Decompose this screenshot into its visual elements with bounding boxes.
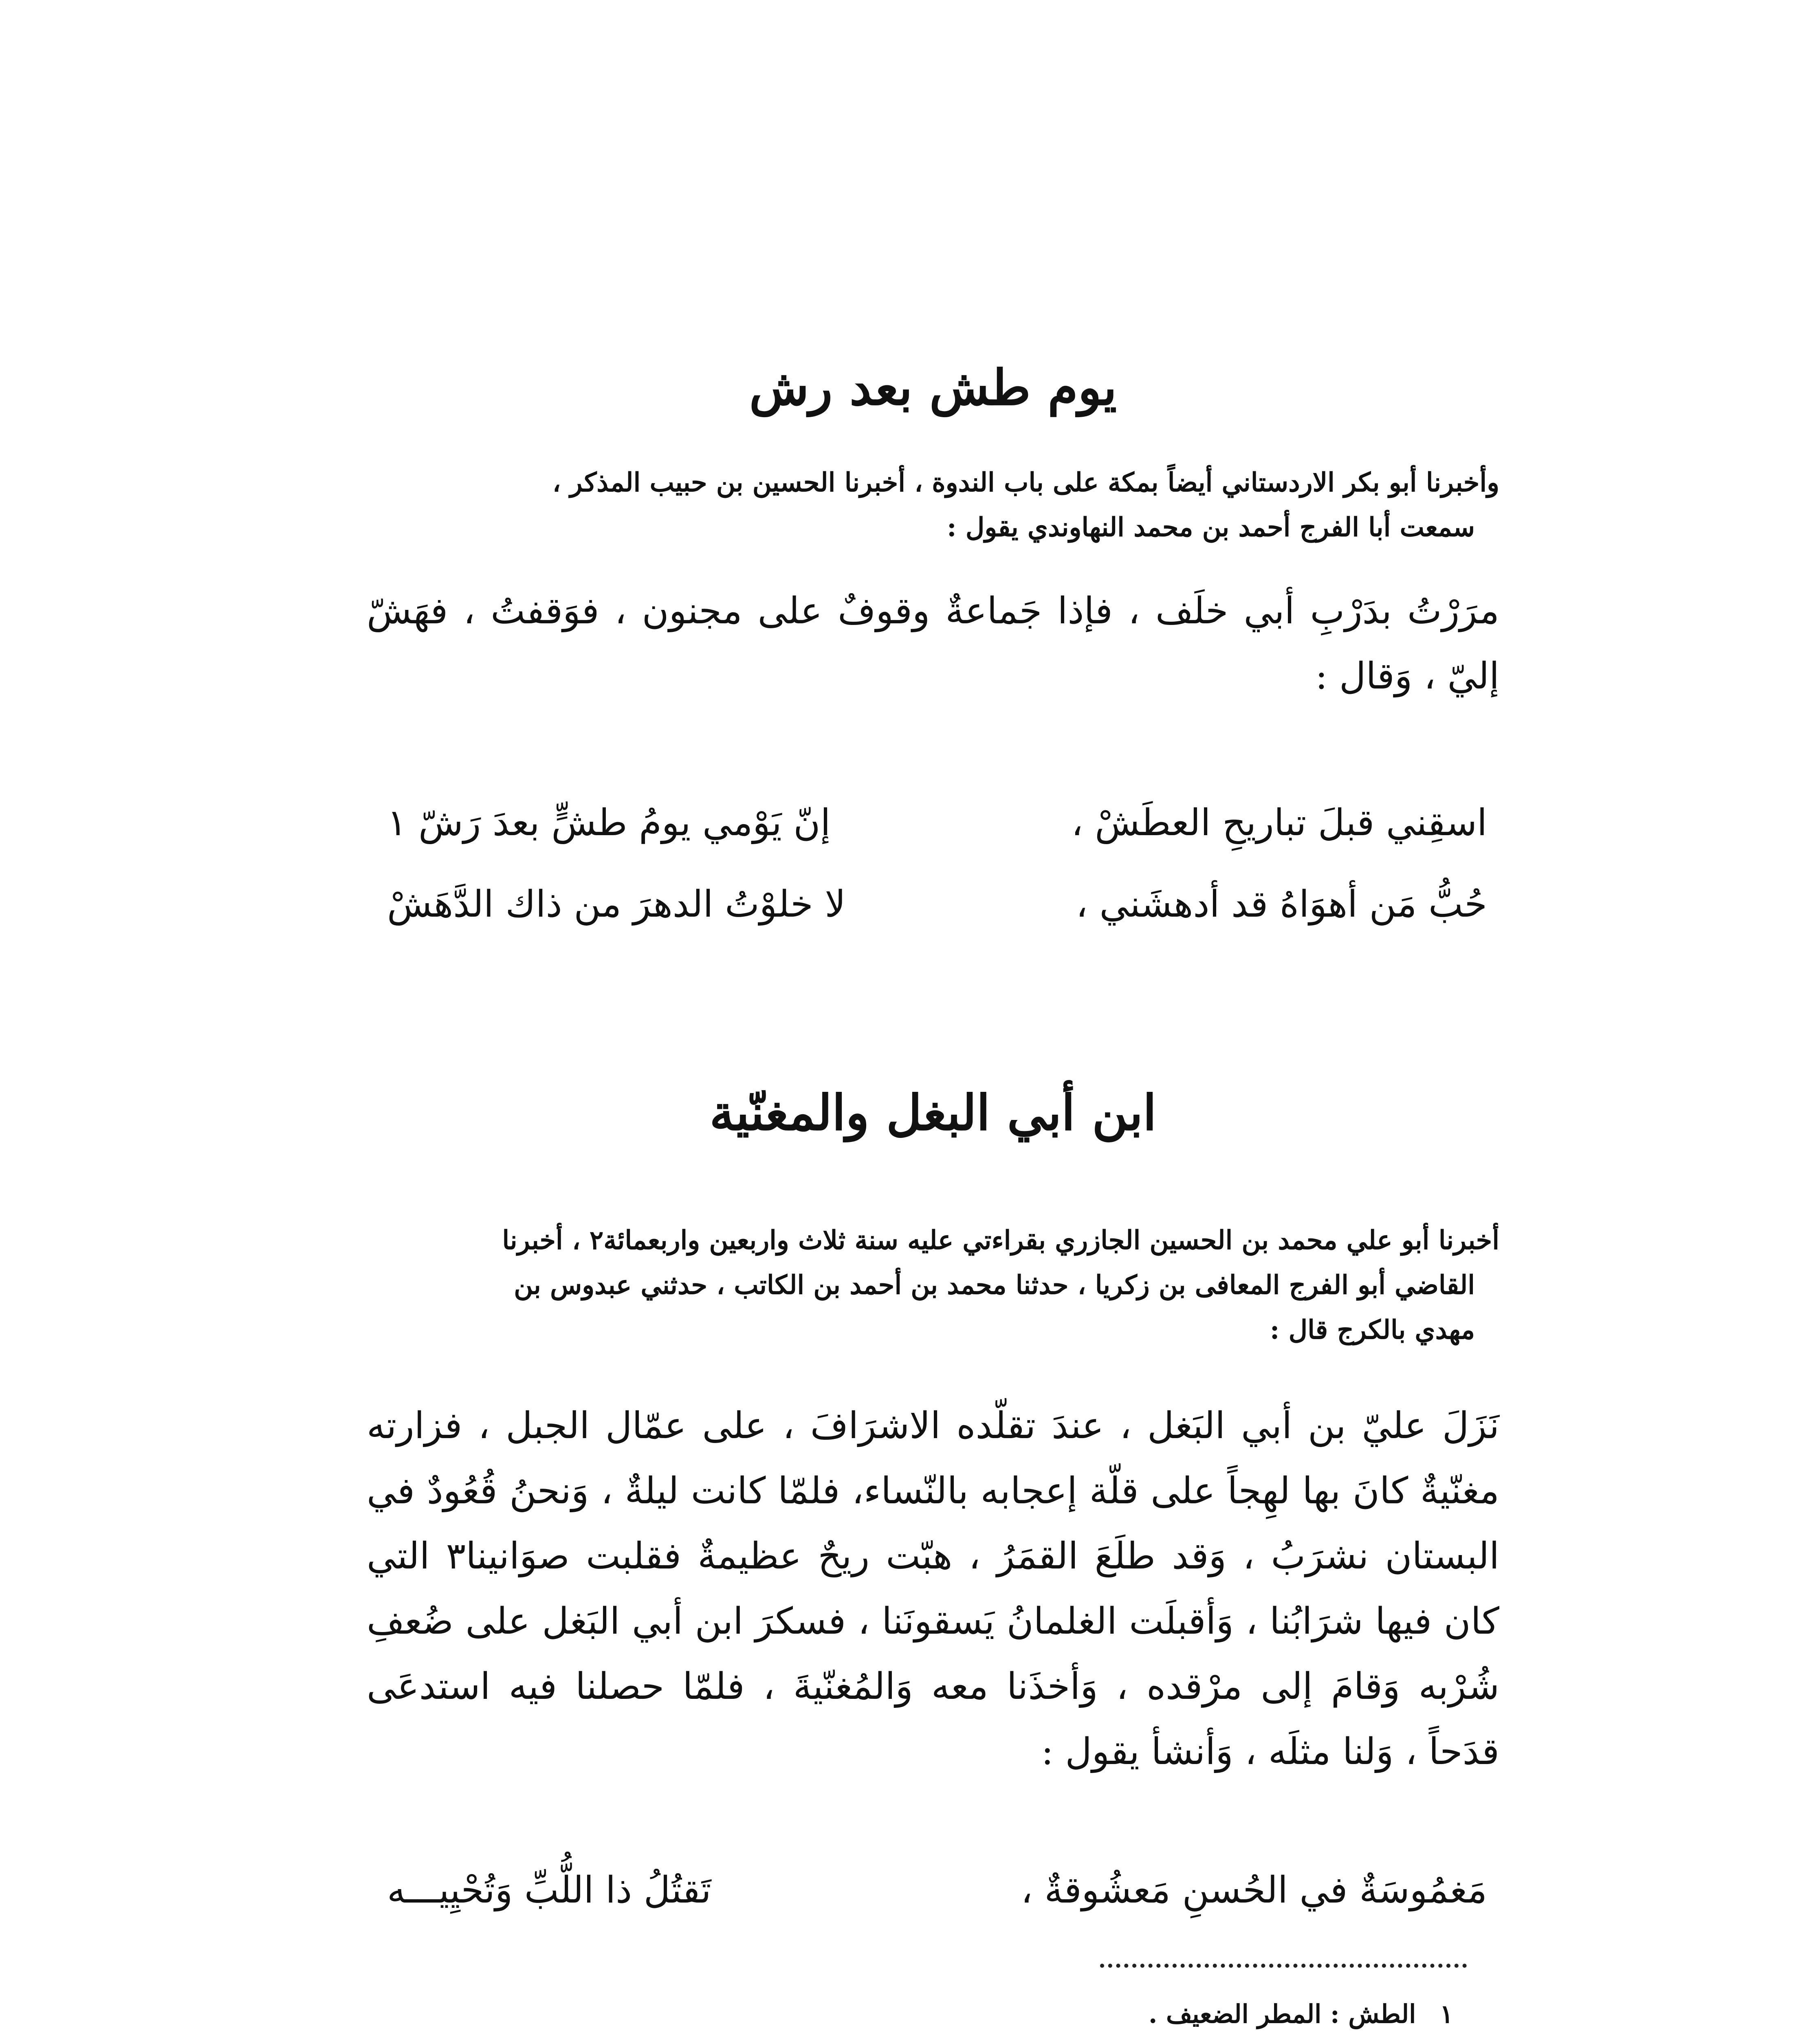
verse-second-hemistich: تَقتُلُ ذا اللُّبِّ وَتُحْيِيـــه [387,1869,711,1912]
footnote-text: الطش : المطر الضعيف . [1148,1999,1416,2029]
section1-isnad-line: سمعت أبا الفرج أحمد بن محمد النهاوندي يقول : [947,512,1475,543]
section1-verse-2 [387,872,1487,937]
footnote-number: ١ [1439,1999,1453,2029]
footnote-item [321,1988,1453,2037]
section1-prose: مرَرْتُ بدَرْبِ أبي خلَف ، فإذا جَماعةٌ وقوفٌ على مجنون ، فوَقفتُ ، فهَشّ إليّ ، وَقال : [367,590,1499,697]
section2-prose: نَزَلَ عليّ بن أبي البَغل ، عندَ تقلّده الاشرَافَ ، على عمّال الجبل ، فزارته مغنّيةٌ كانَ بها لهِجاً على قلّة إعجابه بالنّساء، فلمّا كانت ليلةٌ ، وَنحنُ قُعُودٌ في البستان نشرَبُ ، وَقد طلَعَ القمَرُ ، هبّت ريحٌ عظيمةٌ فقلبت صوَانينا٣ التي كان فيها شرَابُنا ، وَأقبلَت الغلمانُ يَسقونَنا ، فسكرَ ابن أبي البَغل على ضُعفِ شُرْبه وَقامَ إلى مرْقده ، وَأخذَنا معه وَالمُغنّيةَ ، فلمّا حصلنا فيه استدعَى قدَحاً ، وَلنا مثلَه ، وَأنشأ يقول : [367,1404,1499,1773]
section1-title: يوم طش بعد رش [749,359,1117,416]
section2-isnad-line: القاضي أبو الفرج المعافى بن زكريا ، حدثنا محمد بن أحمد بن الكاتب ، حدثني عبدوس بن [514,1270,1475,1300]
section2-verse [387,1858,1487,1923]
footnotes [321,1988,1453,2037]
verse-second-hemistich: إنّ يَوْمي يومُ طشٍّ بعدَ رَشّ ١ [387,801,831,844]
section1-isnad-line: وأخبرنا أبو بكر الاردستاني أيضاً بمكة على باب الندوة ، أخبرنا الحسين بن حبيب المذكر ، [552,467,1499,498]
section1-verse-1 [387,790,1487,856]
footnote-separator [1100,1964,1467,1968]
section1-isnad [367,460,1499,550]
verse-first-hemistich: مَغمُوسَةٌ في الحُسنِ مَعشُوقةٌ ، [1021,1869,1487,1912]
verse-first-hemistich: حُبُّ مَن أهوَاهُ قد أدهشَني ، [1076,883,1487,926]
section2-isnad-line: أخبرنا أبو علي محمد بن الحسين الجازري بقراءتي عليه سنة ثلاث واربعين واربعمائة٢ ، أخبرنا [502,1225,1499,1256]
verse-first-hemistich: اسقِني قبلَ تباريحِ العطَشْ ، [1071,801,1487,844]
verse-second-hemistich: لا خلوْتُ الدهرَ من ذاك الدَّهَشْ [387,883,846,926]
section2-isnad [367,1218,1499,1353]
section2-title: ابن أبي البغل والمغنّية [709,1084,1157,1142]
section2-isnad-line: مهدي بالكرج قال : [1270,1315,1475,1345]
